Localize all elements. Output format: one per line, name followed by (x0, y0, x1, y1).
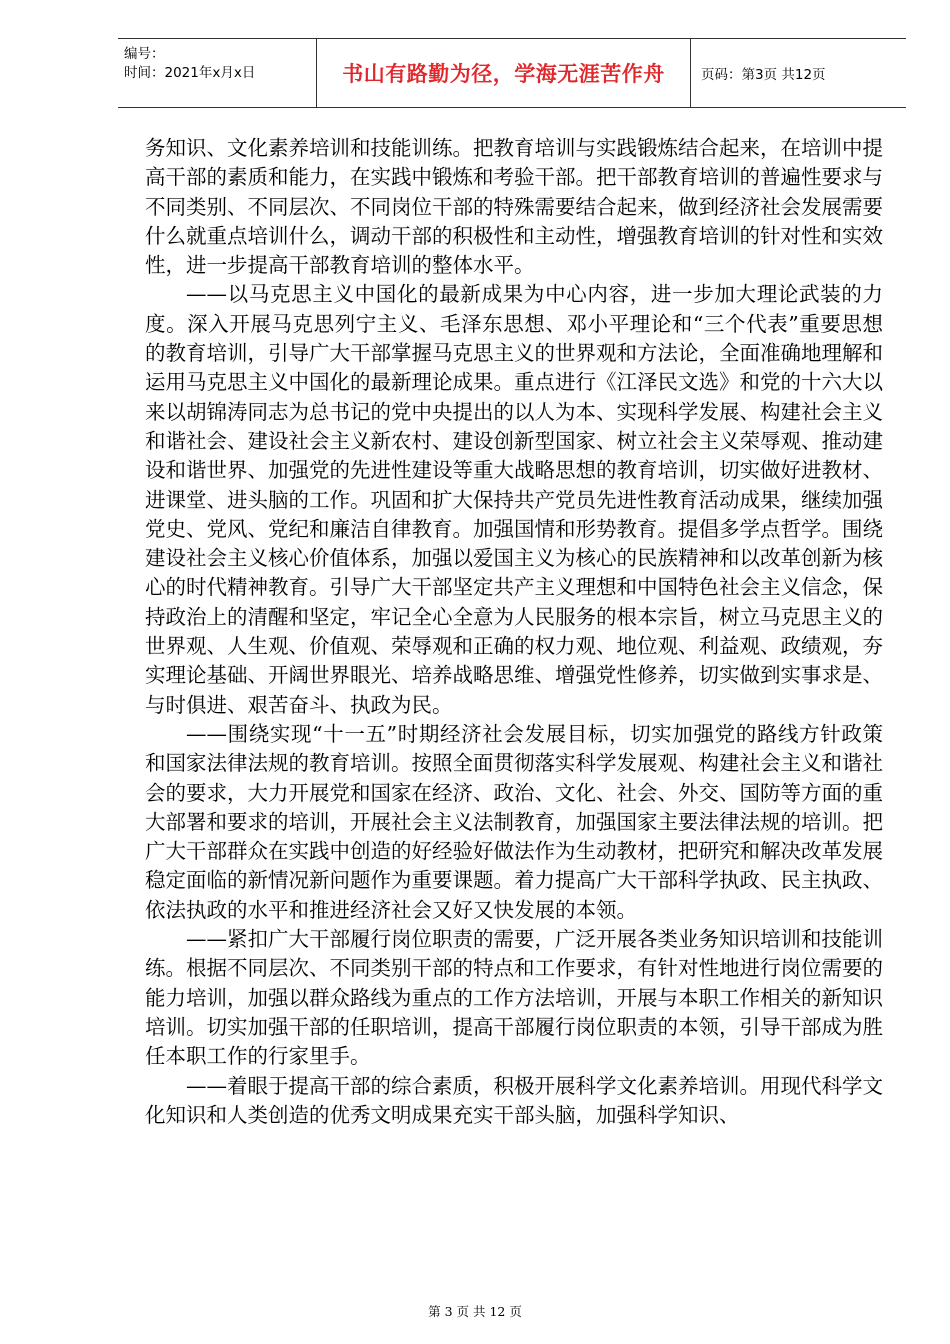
page-footer: 第 3 页 共 12 页 (428, 1304, 522, 1319)
paragraph-theory: ——以马克思主义中国化的最新成果为中心内容，进一步加大理论武装的力度。深入开展马克思列宁主义、毛泽东思想、邓小平理论和“三个代表”重要思想的教育培训，引导广大干部掌握马克思主义的世界观和方法论，全面准确地理解和运用马克思主义中国化的最新理论成果。重点进行《江泽民文选》和党的十六大以来以胡锦涛同志为总书记的党中央提出的以人为本、实现科学发展、构建社会主义和谐社会、建设社会主义新农村、建设创新型国家、树立社会主义荣辱观、推动建设和谐世界、加强党的先进性建设等重大战略思想的教育培训，切实做好进教材、进课堂、进头脑的工作。巩固和扩大保持共产党员先进性教育活动成果，继续加强党史、党风、党纪和廉洁自律教育。加强国情和形势教育。提倡多学点哲学。围绕建设社会主义核心价值体系，加强以爱国主义为核心的民族精神和以改革创新为核心的时代精神教育。引导广大干部坚定共产主义理想和中国特色社会主义信念，保持政治上的清醒和坚定，牢记全心全意为人民服务的根本宗旨，树立马克思主义的世界观、人生观、价值观、荣辱观和正确的权力观、地位观、利益观、政绩观，夯实理论基础、开阔世界眼光、培养战略思维、增强党性修养，切实做到实事求是、与时俱进、艰苦奋斗、执政为民。 (145, 282, 883, 717)
header-meta (118, 39, 316, 107)
document-body (145, 134, 883, 1130)
paragraph-skills: ——紧扣广大干部履行岗位职责的需要，广泛开展各类业务知识培训和技能训练。根据不同层次、不同类别干部的特点和工作要求，有针对性地进行岗位需要的能力培训，加强以群众路线为重点的工作方法培训，开展与本职工作相关的新知识培训。切实加强干部的任职培训，提高干部履行岗位职责的本领，引导干部成为胜任本职工作的行家里手。 (145, 927, 883, 1069)
header-page-info-cell (691, 39, 906, 107)
header-motto: 书山有路勤为径，学海无涯苦作舟 (342, 62, 665, 86)
header-motto-cell (316, 39, 691, 107)
time-label: 时间：2021年x月x日 (124, 65, 256, 81)
paragraph-policy: ——围绕实现“十一五”时期经济社会发展目标，切实加强党的路线方针政策和国家法律法规的教育培训。按照全面贯彻落实科学发展观、构建社会主义和谐社会的要求，大力开展党和国家在经济、政治、文化、社会、外交、国防等方面的重大部署和要求的培训，开展社会主义法制教育，加强国家主要法律法规的培训。把广大干部群众在实践中创造的好经验好做法作为生动教材，把研究和解决改革发展稳定面临的新情况新问题作为重要课题。着力提高广大干部科学执政、民主执政、依法执政的水平和推进经济社会又好又快发展的本领。 (145, 721, 883, 922)
serial-label: 编号： (124, 46, 165, 62)
page-header (118, 38, 906, 108)
paragraph-culture: ——着眼于提高干部的综合素质，积极开展科学文化素养培训。用现代科学文化知识和人类创造的优秀文明成果充实干部头脑，加强科学知识、 (145, 1073, 883, 1127)
paragraph-continuation: 务知识、文化素养培训和技能训练。把教育培训与实践锻炼结合起来，在培训中提高干部的素质和能力，在实践中锻炼和考验干部。把干部教育培训的普遍性要求与不同类别、不同层次、不同岗位干部的特殊需要结合起来，做到经济社会发展需要什么就重点培训什么，调动干部的积极性和主动性，增强教育培训的针对性和实效性，进一步提高干部教育培训的整体水平。 (145, 136, 883, 278)
header-page-info: 页码：第3页 共12页 (701, 67, 826, 83)
